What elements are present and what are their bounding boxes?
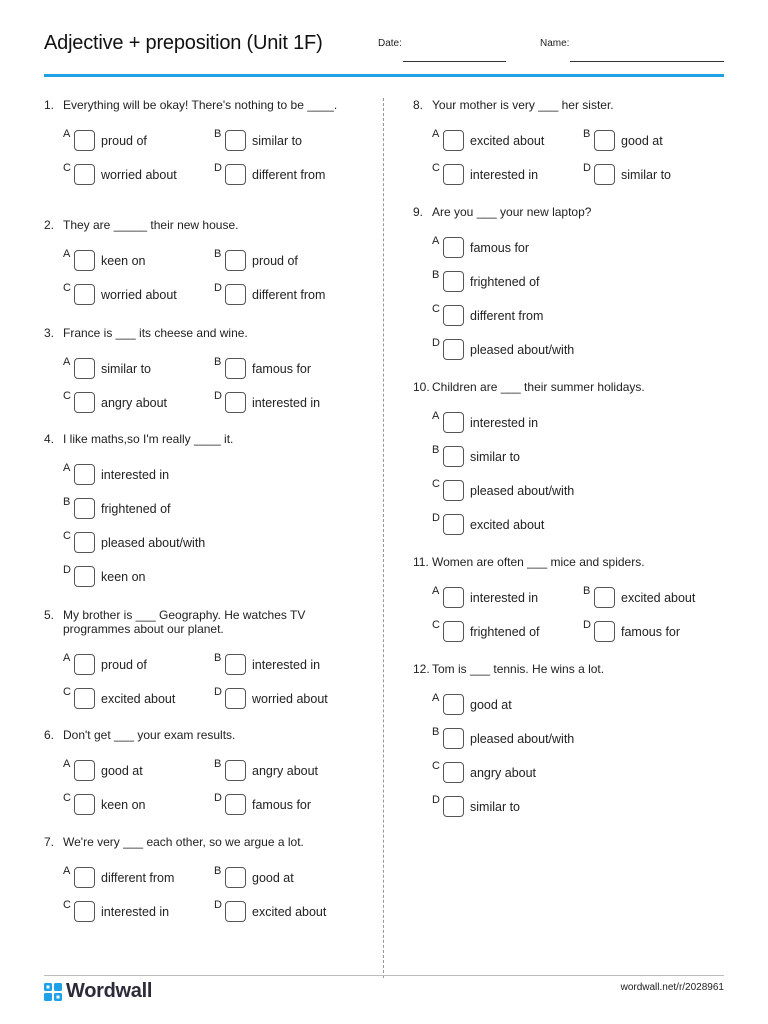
- option-label: angry about: [470, 766, 537, 780]
- question-number: 3.: [44, 326, 55, 340]
- answer-checkbox[interactable]: [74, 794, 95, 815]
- option-letter: C: [432, 760, 440, 772]
- answer-checkbox[interactable]: [74, 250, 95, 271]
- option-letter: C: [63, 686, 71, 698]
- question-number: 1.: [44, 98, 55, 112]
- answer-checkbox[interactable]: [74, 358, 95, 379]
- option-label: proud of: [101, 658, 147, 672]
- option-letter: C: [63, 530, 71, 542]
- page-title: Adjective + preposition (Unit 1F): [44, 32, 323, 54]
- option-label: different from: [252, 168, 326, 182]
- option-letter: D: [214, 390, 222, 402]
- answer-checkbox[interactable]: [225, 654, 246, 675]
- option-label: excited about: [252, 905, 327, 919]
- option-label: frightened of: [470, 625, 540, 639]
- option-label: interested in: [252, 658, 321, 672]
- question-text: Don't get ___ your exam results.: [63, 728, 236, 742]
- option-letter: B: [214, 356, 222, 368]
- option-label: different from: [252, 288, 326, 302]
- option-label: good at: [470, 698, 512, 712]
- question-text: Everything will be okay! There's nothing to be ____.: [63, 98, 338, 112]
- footer-url: wordwall.net/r/2028961: [620, 982, 724, 993]
- option-label: interested in: [101, 468, 170, 482]
- option-label: keen on: [101, 254, 146, 268]
- option-label: similar to: [470, 450, 521, 464]
- option-label: pleased about/with: [470, 732, 575, 746]
- wordwall-logo-text: Wordwall: [66, 980, 153, 1002]
- option-label: interested in: [470, 591, 539, 605]
- answer-checkbox[interactable]: [74, 464, 95, 485]
- question-number: 11.: [413, 555, 429, 569]
- option-letter: C: [63, 390, 71, 402]
- question-text: France is ___ its cheese and wine.: [63, 326, 248, 340]
- answer-checkbox[interactable]: [443, 271, 464, 292]
- option-letter: D: [214, 899, 222, 911]
- question-number: 9.: [413, 205, 424, 219]
- option-label: excited about: [470, 134, 545, 148]
- option-label: frightened of: [470, 275, 540, 289]
- question-number: 6.: [44, 728, 55, 742]
- question-text: Tom is ___ tennis. He wins a lot.: [432, 662, 605, 676]
- wordwall-grid-icon: [44, 983, 62, 1001]
- option-label: pleased about/with: [470, 343, 575, 357]
- question-number: 7.: [44, 835, 55, 849]
- answer-checkbox[interactable]: [74, 164, 95, 185]
- question-text: Women are often ___ mice and spiders.: [432, 555, 645, 569]
- question-number: 4.: [44, 432, 55, 446]
- option-label: proud of: [252, 254, 298, 268]
- option-letter: A: [432, 128, 440, 140]
- option-letter: D: [583, 619, 591, 631]
- answer-checkbox[interactable]: [443, 237, 464, 258]
- question-text: We're very ___ each other, so we argue a lot.: [63, 835, 304, 849]
- answer-checkbox[interactable]: [443, 339, 464, 360]
- answer-checkbox[interactable]: [443, 130, 464, 151]
- answer-checkbox[interactable]: [225, 130, 246, 151]
- option-label: pleased about/with: [101, 536, 206, 550]
- option-label: famous for: [470, 241, 530, 255]
- answer-checkbox[interactable]: [443, 305, 464, 326]
- option-label: good at: [101, 764, 143, 778]
- option-letter: D: [214, 792, 222, 804]
- option-letter: D: [583, 162, 591, 174]
- option-label: proud of: [101, 134, 147, 148]
- answer-checkbox[interactable]: [594, 587, 615, 608]
- answer-checkbox[interactable]: [594, 621, 615, 642]
- option-label: worried about: [252, 692, 328, 706]
- answer-checkbox[interactable]: [74, 498, 95, 519]
- answer-checkbox[interactable]: [443, 694, 464, 715]
- answer-checkbox[interactable]: [74, 867, 95, 888]
- question-number: 5.: [44, 608, 55, 622]
- answer-checkbox[interactable]: [443, 164, 464, 185]
- answer-checkbox[interactable]: [74, 566, 95, 587]
- answer-checkbox[interactable]: [74, 284, 95, 305]
- question-number: 12.: [413, 662, 430, 676]
- option-label: good at: [621, 134, 663, 148]
- answer-checkbox[interactable]: [74, 532, 95, 553]
- option-label: interested in: [470, 416, 539, 430]
- question-text: My brother is ___ Geography. He watches TV programmes about our planet.: [63, 608, 306, 636]
- option-letter: B: [583, 585, 591, 597]
- question-text: Are you ___ your new laptop?: [432, 205, 592, 219]
- option-letter: C: [63, 899, 71, 911]
- answer-checkbox[interactable]: [74, 392, 95, 413]
- name-label: Name:: [540, 38, 570, 49]
- answer-checkbox[interactable]: [443, 762, 464, 783]
- option-label: different from: [470, 309, 544, 323]
- option-label: similar to: [252, 134, 303, 148]
- question-text: Children are ___ their summer holidays.: [432, 380, 645, 394]
- option-label: famous for: [252, 798, 312, 812]
- question-number: 8.: [413, 98, 424, 112]
- option-letter: C: [63, 282, 71, 294]
- answer-checkbox[interactable]: [225, 794, 246, 815]
- answer-checkbox[interactable]: [225, 164, 246, 185]
- answer-checkbox[interactable]: [443, 514, 464, 535]
- option-label: excited about: [101, 692, 176, 706]
- question-number: 10.: [413, 380, 430, 394]
- answer-checkbox[interactable]: [594, 164, 615, 185]
- option-label: interested in: [470, 168, 539, 182]
- option-letter: A: [432, 235, 440, 247]
- answer-checkbox[interactable]: [443, 621, 464, 642]
- option-letter: B: [432, 444, 440, 456]
- answer-checkbox[interactable]: [443, 446, 464, 467]
- option-label: similar to: [621, 168, 672, 182]
- option-letter: B: [214, 248, 222, 260]
- answer-checkbox[interactable]: [225, 358, 246, 379]
- option-letter: A: [63, 248, 71, 260]
- option-letter: C: [432, 619, 440, 631]
- option-letter: D: [214, 282, 222, 294]
- option-label: famous for: [252, 362, 312, 376]
- date-field[interactable]: [403, 61, 506, 62]
- option-letter: A: [63, 758, 71, 770]
- option-label: worried about: [101, 288, 177, 302]
- answer-checkbox[interactable]: [225, 901, 246, 922]
- option-letter: C: [63, 792, 71, 804]
- answer-checkbox[interactable]: [74, 130, 95, 151]
- option-letter: B: [432, 269, 440, 281]
- answer-checkbox[interactable]: [225, 284, 246, 305]
- answer-checkbox[interactable]: [74, 901, 95, 922]
- option-letter: A: [63, 356, 71, 368]
- option-label: famous for: [621, 625, 681, 639]
- answer-checkbox[interactable]: [225, 688, 246, 709]
- name-field[interactable]: [570, 61, 724, 62]
- option-letter: B: [63, 496, 71, 508]
- option-letter: D: [63, 564, 71, 576]
- answer-checkbox[interactable]: [225, 392, 246, 413]
- option-letter: B: [432, 726, 440, 738]
- header-accent-rule: [44, 74, 724, 77]
- question-text: They are _____ their new house.: [63, 218, 239, 232]
- option-letter: A: [63, 865, 71, 877]
- option-label: good at: [252, 871, 294, 885]
- option-label: keen on: [101, 570, 146, 584]
- option-letter: B: [214, 128, 222, 140]
- answer-checkbox[interactable]: [443, 587, 464, 608]
- option-letter: B: [214, 758, 222, 770]
- option-label: pleased about/with: [470, 484, 575, 498]
- option-label: similar to: [101, 362, 152, 376]
- option-label: angry about: [252, 764, 319, 778]
- answer-checkbox[interactable]: [443, 796, 464, 817]
- option-letter: A: [432, 692, 440, 704]
- answer-checkbox[interactable]: [443, 728, 464, 749]
- option-letter: C: [432, 478, 440, 490]
- answer-checkbox[interactable]: [74, 688, 95, 709]
- option-label: frightened of: [101, 502, 171, 516]
- answer-checkbox[interactable]: [225, 760, 246, 781]
- worksheet-header: [44, 30, 724, 70]
- option-letter: A: [63, 462, 71, 474]
- answer-checkbox[interactable]: [443, 480, 464, 501]
- option-letter: A: [432, 410, 440, 422]
- option-letter: C: [63, 162, 71, 174]
- column-divider: [383, 98, 384, 978]
- option-label: keen on: [101, 798, 146, 812]
- option-letter: A: [63, 128, 71, 140]
- answer-checkbox[interactable]: [225, 867, 246, 888]
- answer-checkbox[interactable]: [443, 412, 464, 433]
- option-letter: B: [214, 652, 222, 664]
- option-label: excited about: [621, 591, 696, 605]
- option-letter: B: [214, 865, 222, 877]
- option-label: different from: [101, 871, 175, 885]
- option-letter: B: [583, 128, 591, 140]
- option-letter: A: [432, 585, 440, 597]
- option-label: excited about: [470, 518, 545, 532]
- option-letter: D: [214, 686, 222, 698]
- footer-divider: [44, 975, 724, 976]
- question-text: I like maths,so I'm really ____ it.: [63, 432, 234, 446]
- option-label: interested in: [252, 396, 321, 410]
- option-label: similar to: [470, 800, 521, 814]
- answer-checkbox[interactable]: [74, 760, 95, 781]
- option-label: worried about: [101, 168, 177, 182]
- answer-checkbox[interactable]: [225, 250, 246, 271]
- answer-checkbox[interactable]: [594, 130, 615, 151]
- option-letter: D: [432, 512, 440, 524]
- option-letter: A: [63, 652, 71, 664]
- answer-checkbox[interactable]: [74, 654, 95, 675]
- option-label: interested in: [101, 905, 170, 919]
- option-letter: D: [214, 162, 222, 174]
- option-letter: D: [432, 337, 440, 349]
- question-number: 2.: [44, 218, 55, 232]
- wordwall-logo: [44, 981, 174, 1005]
- date-label: Date:: [378, 38, 402, 49]
- option-letter: C: [432, 303, 440, 315]
- option-letter: D: [432, 794, 440, 806]
- option-letter: C: [432, 162, 440, 174]
- question-text: Your mother is very ___ her sister.: [432, 98, 614, 112]
- option-label: angry about: [101, 396, 168, 410]
